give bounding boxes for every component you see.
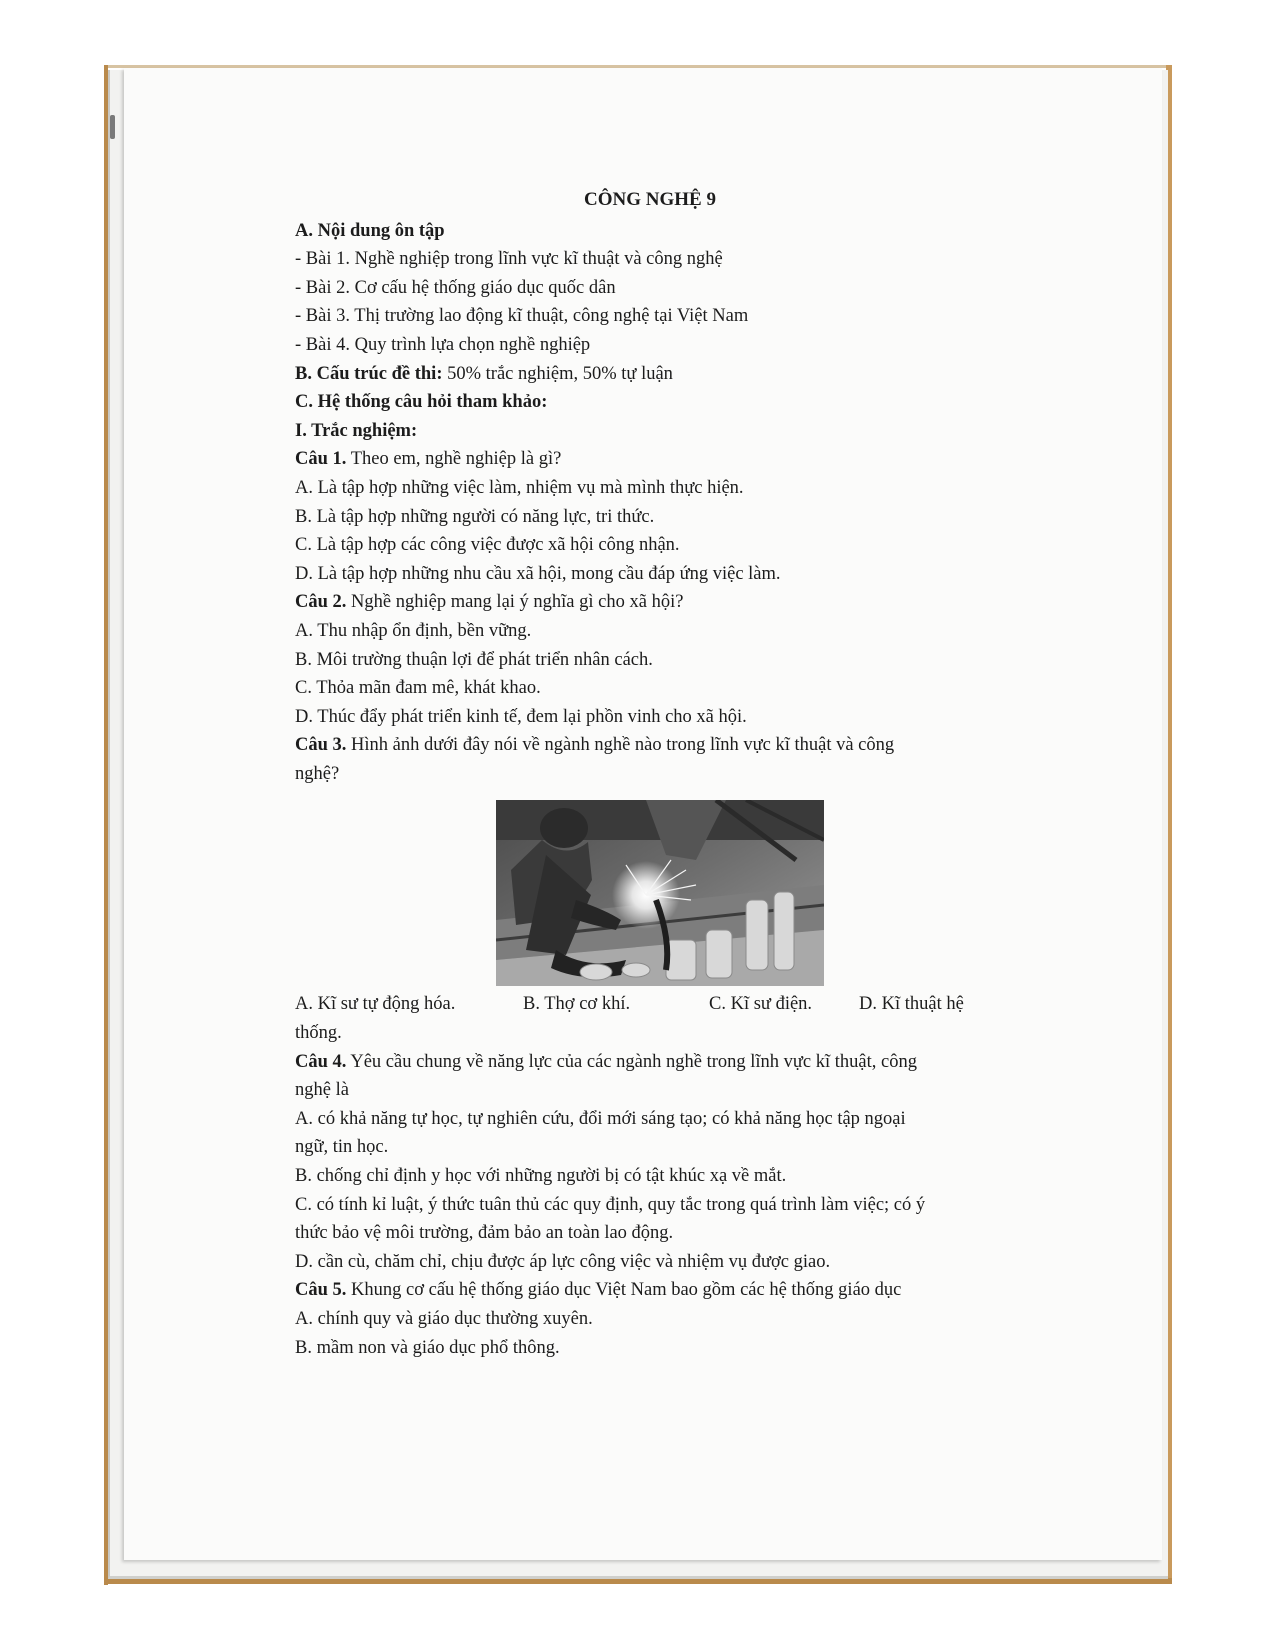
question-1 [295,445,995,474]
answer-option-continued: thức bảo vệ môi trường, đảm bảo an toàn lao động. [295,1223,674,1244]
welding-worker-photo [496,800,824,986]
answer-option: B. Là tập hợp những người có năng lực, tri thức. [295,506,655,527]
answer-option: D. Thúc đẩy phát triển kinh tế, đem lại phồn vinh cho xã hội. [295,706,747,727]
answer-option: A. Thu nhập ổn định, bền vững. [295,620,532,641]
photo-container [325,788,995,990]
answer-option: C. có tính kỉ luật, ý thức tuân thủ các quy định, quy tắc trong quá trình làm việc; có ý [295,1194,926,1215]
question-text-continued: nghệ là [295,1080,349,1101]
lesson-item: - Bài 1. Nghề nghiệp trong lĩnh vực kĩ thuật và công nghệ [295,249,723,270]
section-b-heading: B. Cấu trúc đề thi: [295,363,443,384]
question-text-continued: nghệ? [295,763,340,784]
answer-option: A. Là tập hợp những việc làm, nhiệm vụ mà mình thực hiện. [295,477,744,498]
question-text: Theo em, nghề nghiệp là gì? [346,449,562,470]
answer-option: D. cần cù, chăm chỉ, chịu được áp lực công việc và nhiệm vụ được giao. [295,1251,831,1272]
lesson-item: - Bài 4. Quy trình lựa chọn nghề nghiệp [295,334,591,355]
binder-mark [110,115,115,139]
question-text: Yêu cầu chung về năng lực của các ngành nghề trong lĩnh vực kĩ thuật, công [346,1051,917,1072]
question-text: Hình ảnh dưới đây nói về ngành nghề nào trong lĩnh vực kĩ thuật và công [346,735,895,756]
lesson-item: - Bài 3. Thị trường lao động kĩ thuật, công nghệ tại Việt Nam [295,306,749,327]
page-title: CÔNG NGHỆ 9 [584,189,716,210]
answer-option: C. Thỏa mãn đam mê, khát khao. [295,678,541,699]
section-b-text: 50% trắc nghiệm, 50% tự luận [442,363,673,384]
question-5 [295,1276,995,1305]
answer-option: A. Kĩ sư tự động hóa. [295,994,456,1015]
question-3 [295,731,995,760]
question-label: Câu 1. [295,449,347,470]
answer-option: B. Môi trường thuận lợi để phát triển nhân cách. [295,649,653,670]
lesson-item: - Bài 2. Cơ cấu hệ thống giáo dục quốc dân [295,277,616,298]
question-text: Nghề nghiệp mang lại ý nghĩa gì cho xã hội? [346,592,684,613]
section-c-heading: C. Hệ thống câu hỏi tham khảo: [295,392,548,413]
question-label: Câu 5. [295,1280,347,1301]
question-2 [295,588,995,617]
answer-option: B. chống chỉ định y học với những người bị có tật khúc xạ về mắt. [295,1166,787,1187]
answer-option: D. Kĩ thuật hệ [859,994,964,1015]
section-a-heading: A. Nội dung ôn tập [295,220,445,241]
answer-option: B. Thợ cơ khí. [523,994,631,1015]
question-4 [295,1048,995,1077]
part-1-heading: I. Trắc nghiệm: [295,420,418,441]
answer-option: B. mầm non và giáo dục phổ thông. [295,1337,560,1358]
answer-option: A. chính quy và giáo dục thường xuyên. [295,1309,593,1329]
question-text: Khung cơ cấu hệ thống giáo dục Việt Nam bao gồm các hệ thống giáo dục [346,1280,902,1301]
answer-option: C. Kĩ sư điện. [709,994,813,1015]
question-label: Câu 4. [295,1051,347,1072]
question-label: Câu 3. [295,735,347,756]
question-label: Câu 2. [295,592,347,613]
answer-option: C. Là tập hợp các công việc được xã hội công nhận. [295,535,680,556]
question-3-options [295,990,995,1019]
document-content [295,186,995,1362]
section-b [295,360,995,389]
answer-option: D. Là tập hợp những nhu cầu xã hội, mong cầu đáp ứng việc làm. [295,563,781,584]
answer-option-continued: ngữ, tin học. [295,1137,389,1158]
answer-option: A. có khả năng tự học, tự nghiên cứu, đổi mới sáng tạo; có khả năng học tập ngoại [295,1108,906,1129]
answer-option-continued: thống. [295,1023,342,1044]
